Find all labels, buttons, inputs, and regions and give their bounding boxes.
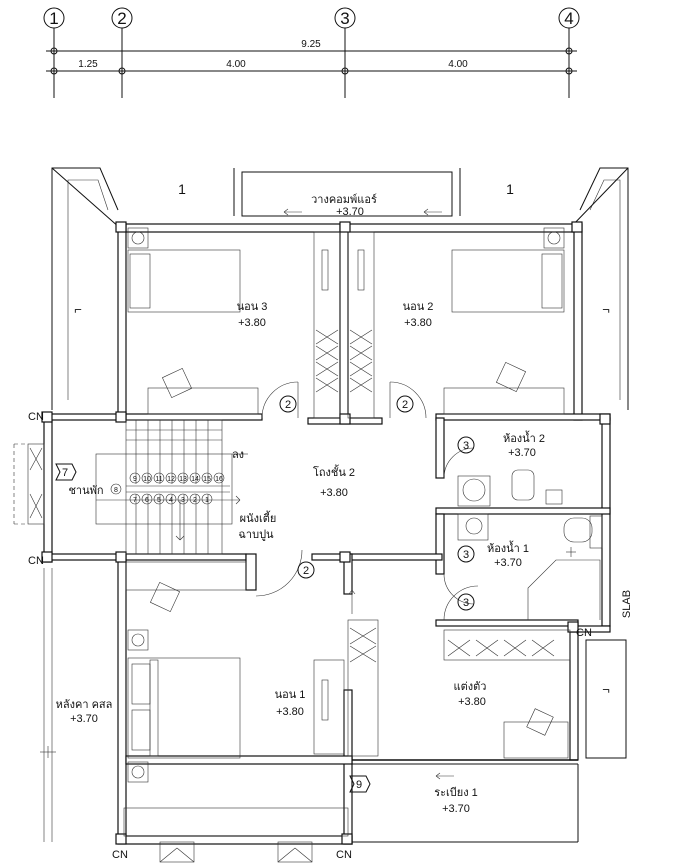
- low-wall-note-2: ฉาบปูน: [238, 529, 274, 541]
- room-roof-level: +3.70: [70, 713, 98, 725]
- stair-step-1: 1: [205, 497, 209, 504]
- bed-2: [452, 250, 564, 312]
- window-tag-9: 9: [355, 779, 363, 791]
- cn-label-4: CN: [112, 849, 128, 861]
- dim-span-3: 4.00: [448, 59, 468, 70]
- grid-axis-4: 4: [564, 9, 574, 28]
- room-bedroom2-name: นอน 2: [402, 301, 434, 313]
- room-balcony-level: +3.70: [442, 803, 470, 815]
- staircase: [96, 420, 248, 554]
- interior-walls: [126, 224, 610, 764]
- desk-3: [148, 388, 258, 414]
- landing-label: ชานพัก: [68, 485, 104, 497]
- chair-2: [496, 362, 525, 391]
- door-tag-3a: 3: [462, 440, 470, 452]
- stair-step-13: 13: [179, 476, 187, 483]
- room-hall-level: +3.80: [320, 487, 348, 499]
- door-tag-3b: 3: [462, 549, 470, 561]
- room-bedroom1-name: นอน 1: [274, 689, 306, 701]
- desk-2: [444, 388, 564, 414]
- door-tag-2c: 2: [302, 565, 310, 577]
- stair-step-7: 7: [133, 497, 137, 504]
- room-dressing-level: +3.80: [458, 696, 486, 708]
- room-bedroom1-level: +3.80: [276, 706, 304, 718]
- room-bath1-level: +3.70: [494, 557, 522, 569]
- cn-label-3: CN: [576, 627, 592, 639]
- slab-label: SLAB: [621, 589, 633, 619]
- stair-step-16: 16: [215, 476, 223, 483]
- room-roof-name: หลังคา คสล: [55, 699, 113, 711]
- dim-total: 9.25: [301, 39, 321, 50]
- dim-span-2: 4.00: [226, 59, 246, 70]
- window-tag-right: 1: [506, 181, 514, 197]
- room-balcony-name: ระเบียง 1: [434, 787, 478, 799]
- grid-axis-1: 1: [49, 9, 59, 28]
- stair-step-3: 3: [181, 497, 185, 504]
- stair-step-15: 15: [203, 476, 211, 483]
- grid-axis-2: 2: [117, 9, 127, 28]
- dim-span-1: 1.25: [78, 59, 98, 70]
- desk-1: [126, 562, 246, 590]
- stair-step-8: 8: [114, 487, 118, 494]
- room-bath1-name: ห้องน้ำ 1: [486, 543, 530, 555]
- chair-1: [150, 582, 179, 611]
- grid-axis-3: 3: [340, 9, 350, 28]
- stair-step-2: 2: [193, 497, 197, 504]
- roof-mark-right-low: ¬: [602, 682, 610, 697]
- room-dressing-name: แต่งตัว: [453, 681, 487, 693]
- chair-3: [162, 368, 191, 397]
- door-tag-2a: 2: [284, 399, 292, 411]
- stair-step-12: 12: [167, 476, 175, 483]
- room-bath2-level: +3.70: [508, 447, 536, 459]
- door-tag-3c: 3: [462, 597, 470, 609]
- low-wall-note-1: ผนังเตี้ย: [239, 513, 277, 525]
- bed-3: [128, 250, 240, 312]
- room-bedroom3-level: +3.80: [238, 317, 266, 329]
- door-tag-2b: 2: [401, 399, 409, 411]
- stair-step-5: 5: [157, 497, 161, 504]
- window-tag-7: 7: [61, 467, 69, 479]
- roof-mark-left: ⌐: [74, 302, 82, 317]
- room-bath2-name: ห้องน้ำ 2: [502, 433, 546, 445]
- cn-label-1: CN: [28, 411, 44, 423]
- room-ac-level: +3.70: [336, 206, 364, 218]
- grid-dimensions: [44, 8, 579, 98]
- cn-label-2: CN: [28, 555, 44, 567]
- stair-step-10: 10: [143, 476, 151, 483]
- room-bedroom3-name: นอน 3: [236, 301, 268, 313]
- cn-label-5: CN: [336, 849, 352, 861]
- stair-numbers-upper: [130, 473, 224, 483]
- bed-1: [128, 658, 240, 758]
- stair-step-14: 14: [191, 476, 199, 483]
- stair-step-11: 11: [155, 476, 163, 483]
- roof-mark-right: ¬: [602, 302, 610, 317]
- room-ac-name: วางคอมพ์แอร์: [311, 194, 377, 206]
- exterior-walls: [44, 224, 610, 844]
- room-hall-name: โถงชั้น 2: [312, 467, 356, 479]
- columns: [42, 222, 610, 844]
- stair-step-6: 6: [145, 497, 149, 504]
- room-bedroom2-level: +3.80: [404, 317, 432, 329]
- stair-step-4: 4: [169, 497, 173, 504]
- stair-down-label: ลง: [231, 449, 245, 461]
- window-tag-left: 1: [178, 181, 186, 197]
- stair-step-9: 9: [133, 476, 137, 483]
